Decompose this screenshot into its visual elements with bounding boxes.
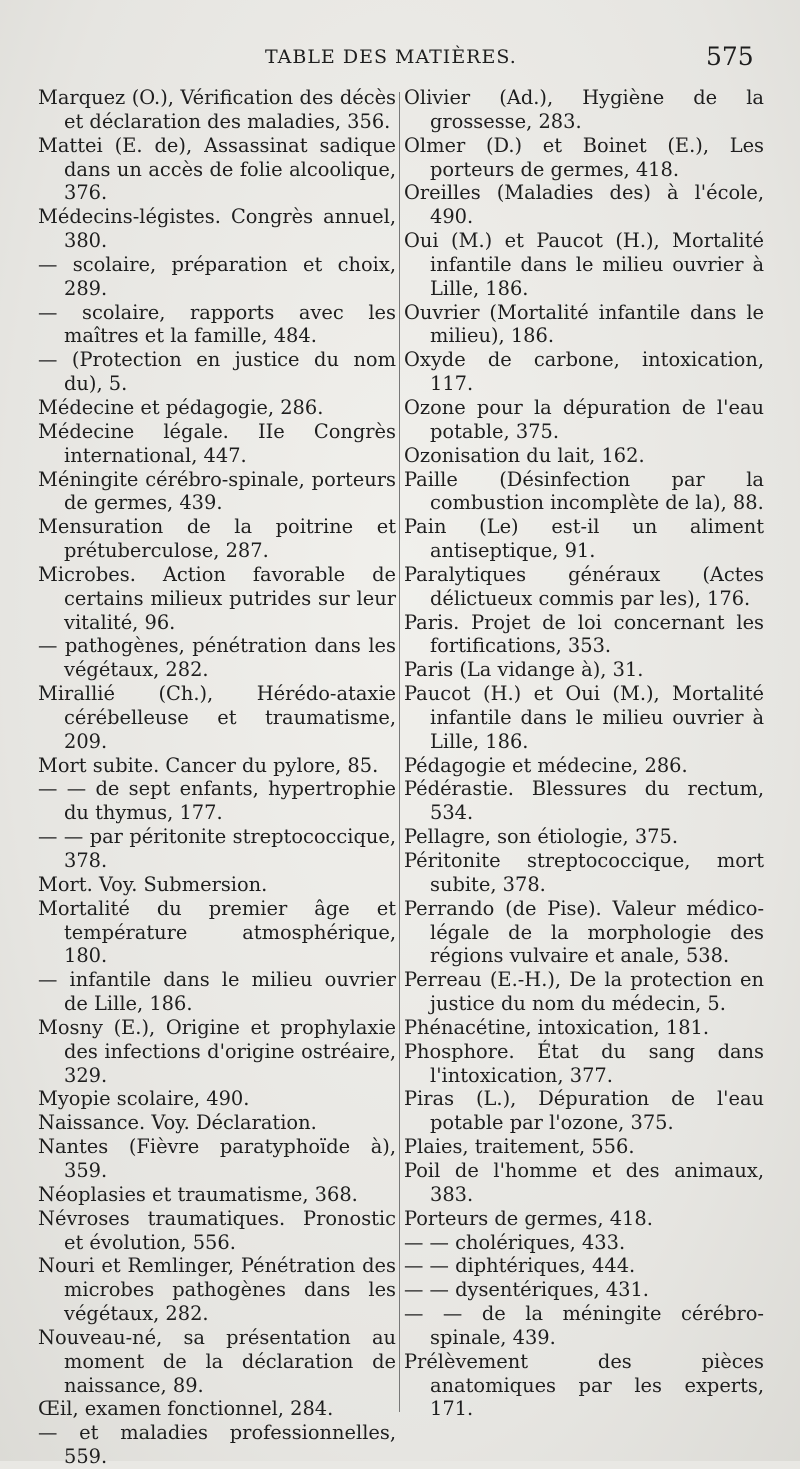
index-entry: Péritonite streptococcique, mort subite, 378.	[404, 849, 764, 896]
index-entry: Paris. Projet de loi concernant les fortifications, 353.	[404, 610, 764, 658]
index-entry: — — dysentériques, 431.	[404, 1278, 649, 1302]
index-entry: Olivier (Ad.), Hygiène de la grossesse, 283.	[404, 86, 764, 133]
index-entry: Paucot (H.) et Oui (M.), Mortalité infantile dans le milieu ouvrier à Lille, 186.	[404, 682, 764, 753]
index-entry: Nouri et Remlinger, Pénétration des microbes pathogènes dans les végétaux, 282.	[38, 1254, 396, 1326]
column-divider	[399, 92, 400, 1412]
running-header	[0, 42, 800, 82]
index-entry: Porteurs de germes, 418.	[404, 1206, 653, 1230]
index-entry: — (Protection en justice du nom du), 5.	[38, 348, 396, 396]
index-entry: Médecine légale. IIe Congrès international, 447.	[38, 419, 396, 467]
index-entry: Nouveau-né, sa présentation au moment de la déclaration de naissance, 89.	[38, 1325, 396, 1397]
index-entry: Marquez (O.), Vérification des décès et déclaration des maladies, 356.	[38, 86, 396, 133]
index-entry: — — par péritonite streptococcique, 378.	[38, 825, 396, 872]
index-entry: — scolaire, rapports avec les maîtres et la famille, 484.	[38, 300, 396, 348]
index-entry: Oxyde de carbone, intoxication, 117.	[404, 348, 764, 396]
index-entry: Oreilles (Maladies des) à l'école, 490.	[404, 181, 764, 229]
index-column-left	[38, 86, 396, 1469]
index-entry: Paris (La vidange à), 31.	[404, 658, 644, 682]
index-entry: Naissance. Voy. Déclaration.	[38, 1111, 317, 1135]
index-entry: — scolaire, préparation et choix, 289.	[38, 252, 396, 300]
index-entry: — — diphtériques, 444.	[404, 1254, 636, 1278]
page-title: TABLE DES MATIÈRES.	[265, 46, 517, 68]
index-entry: Phosphore. État du sang dans l'intoxication, 377.	[404, 1039, 764, 1087]
index-entry: Mirallié (Ch.), Hérédo-ataxie cérébelleuse et traumatisme, 209.	[38, 682, 396, 753]
index-entry: Mosny (E.), Origine et prophylaxie des infections d'origine ostréaire, 329.	[38, 1015, 396, 1087]
index-entry: Mort subite. Cancer du pylore, 85.	[38, 753, 379, 777]
index-entry: — — de sept enfants, hypertrophie du thymus, 177.	[38, 777, 396, 825]
index-entry: Plaies, traitement, 556.	[404, 1135, 635, 1159]
index-entry: — — cholériques, 433.	[404, 1230, 626, 1254]
index-entry: Ouvrier (Mortalité infantile dans le milieu), 186.	[404, 300, 764, 348]
index-entry: Mattei (E. de), Assassinat sadique dans un accès de folie alcoolique, 376.	[38, 133, 396, 205]
index-entry: Perrando (de Pise). Valeur médico-légale de la morphologie des régions vulvaire et anale, 538.	[404, 896, 764, 968]
index-entry: Oui (M.) et Paucot (H.), Mortalité infantile dans le milieu ouvrier à Lille, 186.	[404, 229, 764, 300]
index-entry: Prélèvement des pièces anatomiques par les experts, 171.	[404, 1349, 764, 1421]
index-entry: Poil de l'homme et des animaux, 383.	[404, 1158, 764, 1206]
index-entry: Médecine et pédagogie, 286.	[38, 395, 324, 419]
index-entry: Olmer (D.) et Boinet (E.), Les porteurs de germes, 418.	[404, 133, 764, 181]
index-entry: Nantes (Fièvre paratyphoïde à), 359.	[38, 1135, 396, 1182]
index-entry: — infantile dans le milieu ouvrier de Lille, 186.	[38, 968, 396, 1016]
index-entry: Pellagre, son étiologie, 375.	[404, 825, 678, 849]
index-entry: Myopie scolaire, 490.	[38, 1087, 250, 1111]
index-entry: Mensuration de la poitrine et prétuberculose, 287.	[38, 515, 396, 563]
index-entry: — et maladies professionnelles, 559.	[38, 1421, 396, 1469]
index-entry: Névroses traumatiques. Pronostic et évolution, 556.	[38, 1206, 396, 1254]
index-entry: Œil, examen fonctionnel, 284.	[38, 1397, 334, 1421]
index-entry: Pain (Le) est-il un aliment antiseptique, 91.	[404, 515, 764, 563]
index-entry: Microbes. Action favorable de certains milieux putrides sur leur vitalité, 96.	[38, 562, 396, 634]
index-entry: Ozone pour la dépuration de l'eau potable, 375.	[404, 395, 764, 443]
index-entry: — pathogènes, pénétration dans les végétaux, 282.	[38, 634, 396, 682]
index-entry: Médecins-légistes. Congrès annuel, 380.	[38, 205, 396, 253]
index-column-right	[404, 86, 764, 1421]
index-entry: Mort. Voy. Submersion.	[38, 872, 268, 896]
index-entry: Paille (Désinfection par la combustion incomplète de la), 88.	[404, 467, 764, 515]
index-entry: Perreau (E.-H.), De la protection en justice du nom du médecin, 5.	[404, 968, 764, 1016]
index-entry: Paralytiques généraux (Actes délictueux commis par les), 176.	[404, 562, 764, 610]
index-entry: Ozonisation du lait, 162.	[404, 443, 645, 467]
index-entry: Pédagogie et médecine, 286.	[404, 753, 688, 777]
index-entry: Néoplasies et traumatisme, 368.	[38, 1182, 358, 1206]
index-entry: Mortalité du premier âge et température atmosphérique, 180.	[38, 896, 396, 968]
index-entry: Pédérastie. Blessures du rectum, 534.	[404, 777, 764, 825]
index-entry: — — de la méningite cérébro-spinale, 439.	[404, 1302, 764, 1349]
index-entry: Phénacétine, intoxication, 181.	[404, 1015, 710, 1039]
index-entry: Piras (L.), Dépuration de l'eau potable par l'ozone, 375.	[404, 1087, 764, 1135]
index-entry: Méningite cérébro-spinale, porteurs de germes, 439.	[38, 467, 396, 515]
page-number: 575	[706, 42, 754, 71]
